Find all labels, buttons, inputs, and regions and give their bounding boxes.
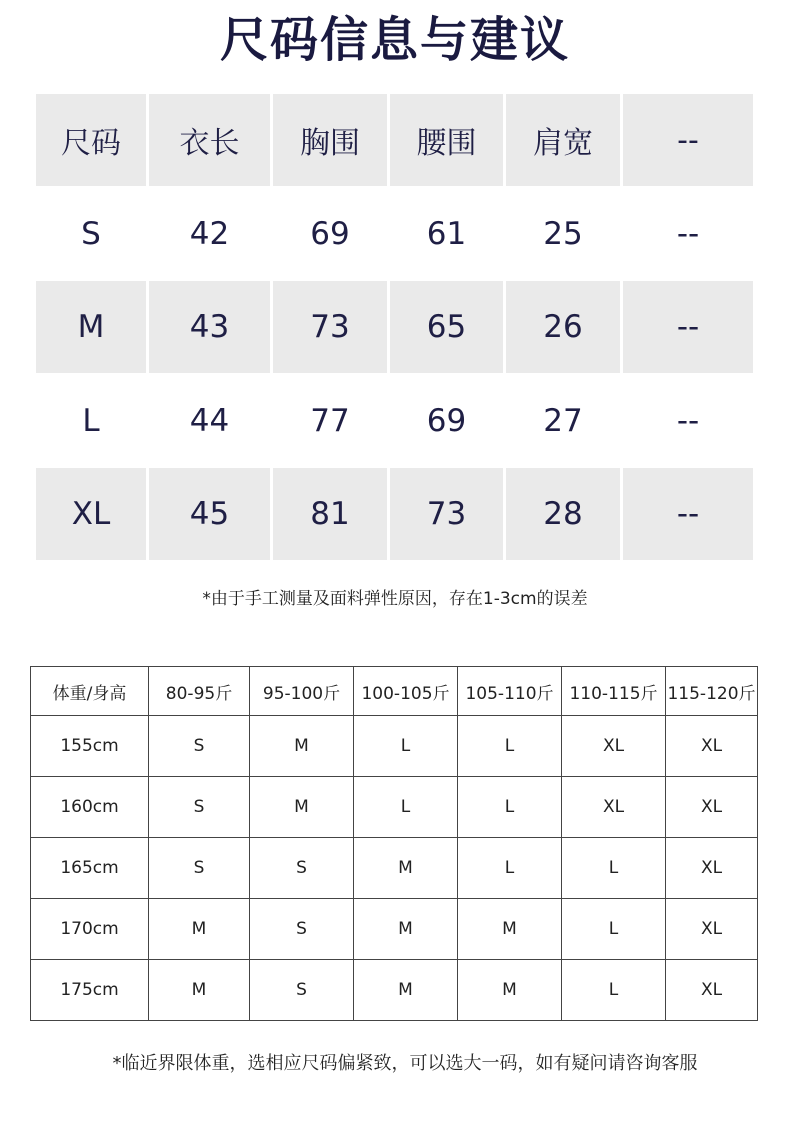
table-cell: 61: [390, 186, 506, 281]
table-cell: M: [354, 899, 458, 960]
table-cell: XL: [666, 899, 758, 960]
table-cell: L: [354, 716, 458, 777]
table-cell: M: [250, 777, 354, 838]
table-cell: 69: [273, 186, 390, 281]
table-cell: 65: [390, 281, 506, 373]
table-row: [31, 838, 758, 899]
header-cell-weight-range: 115-120斤: [666, 667, 758, 716]
height-label: 170cm: [31, 899, 149, 960]
table-cell: 28: [506, 468, 623, 560]
header-cell-extra: --: [623, 94, 753, 186]
table-cell: XL: [666, 777, 758, 838]
table-cell: --: [623, 281, 753, 373]
table-cell: M: [354, 960, 458, 1021]
table-cell: --: [623, 468, 753, 560]
table-cell: XL: [666, 716, 758, 777]
table-row: [31, 899, 758, 960]
table-cell: L: [458, 838, 562, 899]
table-cell: L: [562, 960, 666, 1021]
header-cell-weight-range: 100-105斤: [354, 667, 458, 716]
table-cell: L: [458, 716, 562, 777]
height-label: 175cm: [31, 960, 149, 1021]
table-row: [36, 373, 753, 468]
table-cell: 42: [149, 186, 273, 281]
header-cell-length: 衣长: [149, 94, 273, 186]
table-cell: L: [354, 777, 458, 838]
table-cell: 77: [273, 373, 390, 468]
table-cell: M: [458, 960, 562, 1021]
height-label: 160cm: [31, 777, 149, 838]
page-title: 尺码信息与建议: [219, 12, 570, 68]
table-row: [31, 716, 758, 777]
table-cell: S: [36, 186, 149, 281]
size-table-header-row: [36, 94, 753, 186]
table-cell: 81: [273, 468, 390, 560]
header-cell-weight-range: 110-115斤: [562, 667, 666, 716]
header-cell-shoulder: 肩宽: [506, 94, 623, 186]
height-label: 165cm: [31, 838, 149, 899]
table-cell: 26: [506, 281, 623, 373]
table-row: [31, 777, 758, 838]
header-cell-weight-range: 105-110斤: [458, 667, 562, 716]
table-cell: S: [250, 838, 354, 899]
table-row: [36, 281, 753, 373]
table-cell: 73: [273, 281, 390, 373]
table-cell: 27: [506, 373, 623, 468]
table-cell: XL: [36, 468, 149, 560]
table-cell: M: [250, 716, 354, 777]
table-cell: --: [676, 215, 700, 252]
table-cell: XL: [666, 960, 758, 1021]
table-cell: M: [458, 899, 562, 960]
table-cell: M: [149, 960, 250, 1021]
table-cell: M: [149, 899, 250, 960]
table-row: [36, 186, 753, 281]
weight-height-table: [30, 666, 758, 1021]
size-table: [36, 94, 753, 560]
table-cell: L: [562, 838, 666, 899]
table-cell: S: [149, 716, 250, 777]
table-cell: 44: [149, 373, 273, 468]
header-cell-weight-range: 95-100斤: [250, 667, 354, 716]
table-cell: L: [36, 373, 149, 468]
weight-height-header-row: [31, 667, 758, 716]
measurement-note: *由于手工测量及面料弹性原因，存在1-3cm的误差: [202, 589, 588, 609]
table-cell: S: [149, 777, 250, 838]
table-cell: 45: [149, 468, 273, 560]
height-label: 155cm: [31, 716, 149, 777]
table-cell: 43: [149, 281, 273, 373]
header-cell-waist: 腰围: [390, 94, 506, 186]
table-cell: S: [250, 960, 354, 1021]
table-cell: 73: [390, 468, 506, 560]
table-cell: XL: [562, 716, 666, 777]
table-row: [36, 468, 753, 560]
header-cell-chest: 胸围: [273, 94, 390, 186]
table-cell: S: [250, 899, 354, 960]
table-cell: --: [676, 402, 700, 439]
table-cell: L: [458, 777, 562, 838]
table-cell: XL: [562, 777, 666, 838]
table-cell: XL: [666, 838, 758, 899]
table-cell: 25: [506, 186, 623, 281]
header-cell-weight-height: 体重/身高: [31, 667, 149, 716]
header-cell-weight-range: 80-95斤: [149, 667, 250, 716]
table-cell: S: [149, 838, 250, 899]
table-cell: M: [354, 838, 458, 899]
header-cell-size: 尺码: [36, 94, 149, 186]
table-cell: 69: [390, 373, 506, 468]
size-advice-note: *临近界限体重，选相应尺码偏紧致，可以选大一码，如有疑问请咨询客服: [112, 1053, 698, 1074]
table-cell: M: [36, 281, 149, 373]
table-row: [31, 960, 758, 1021]
table-cell: L: [562, 899, 666, 960]
